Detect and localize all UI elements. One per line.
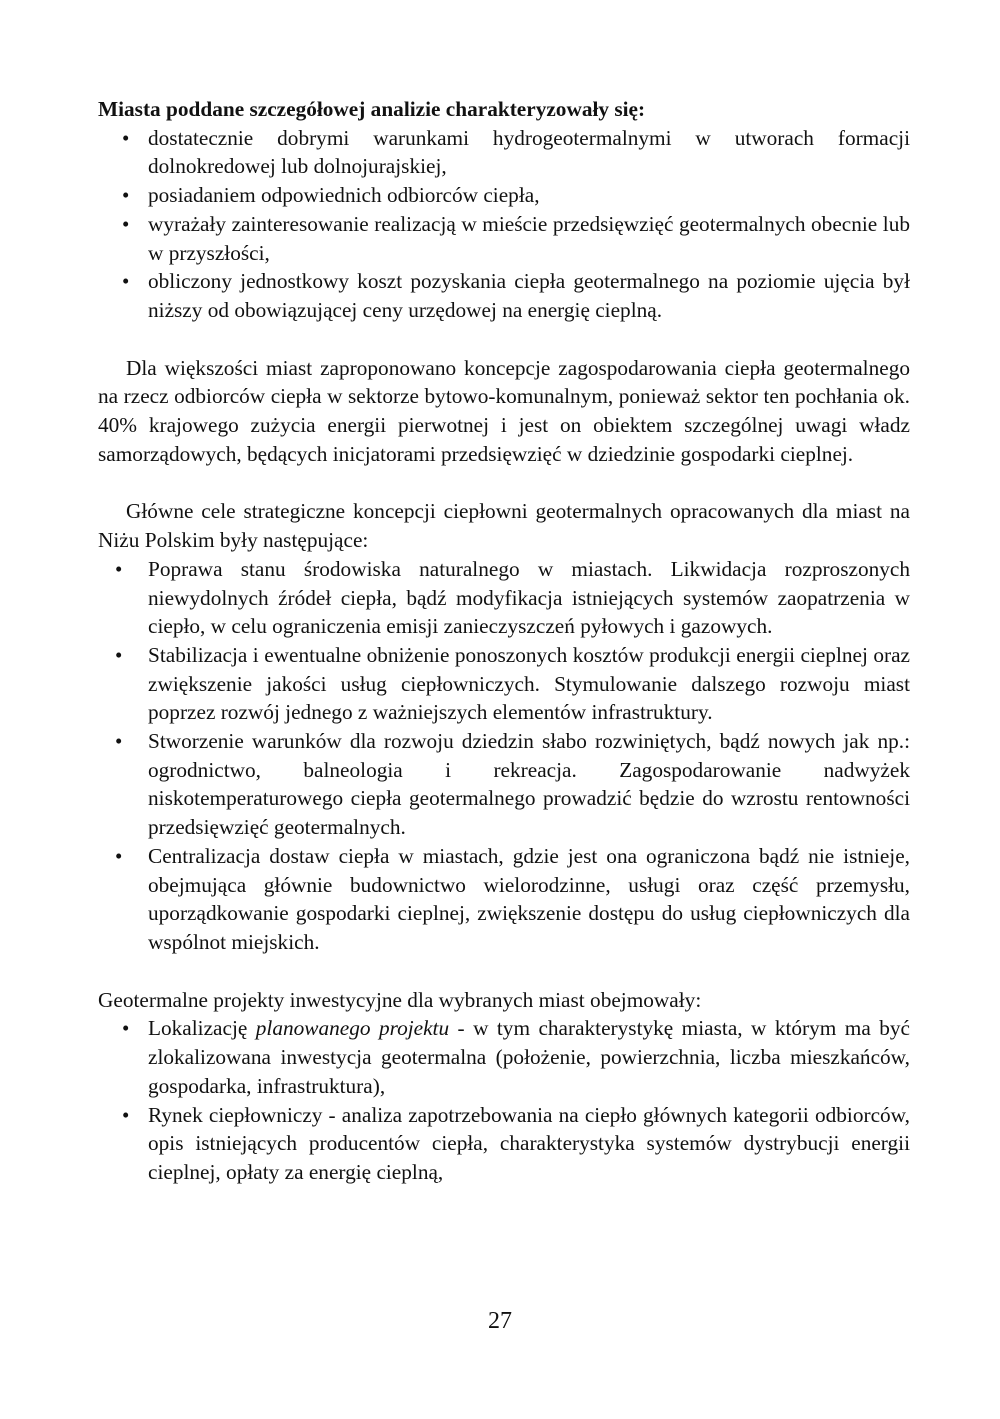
paragraph-spacer [98,957,910,986]
list-item: • Centralizacja dostaw ciepła w miastach, gdzie jest ona ograniczona bądź nie istnieje, obejmująca głównie budownictwo wielorodzinne, usługi oraz część przemysłu, uporządkowanie gospodarki cieplnej, zwiększenie dostępu do usług ciepłowniczych dla wspólnot miejskich. [115,843,910,954]
emphasized-text: planowanego projektu [255,1016,450,1041]
list-item: • Poprawa stanu środowiska naturalnego w miastach. Likwidacja rozproszonych niewydolnych źródeł ciepła, bądź modyfikacja istniejących systemów zaopatrzenia w ciepło, w celu ograniczenia emisji zanieczyszczeń pyłowych i gazowych. [115,556,910,639]
projects-intro: Geotermalne projekty inwestycyjne dla wybranych miast obejmowały: [98,987,702,1012]
paragraph-spacer [98,325,910,354]
list-item: • obliczony jednostkowy koszt pozyskania ciepła geotermalnego na poziomie ujęcia był niższy od obowiązującej ceny urzędowej na energię cieplną. [122,269,910,322]
document-page [98,95,910,1187]
bullet-icon: • [115,556,123,581]
bullet-icon: • [122,1102,130,1127]
bullet-icon: • [115,843,123,868]
bullet-icon: • [115,642,123,667]
bullet-icon: • [122,269,130,294]
paragraph-spacer [98,468,910,497]
page-number: 27 [488,1308,512,1334]
strategic-goals-list [98,555,910,957]
list-item: • Stabilizacja i ewentualne obniżenie ponoszonych kosztów produkcji energii cieplnej oraz zwiększenie jakości usług ciepłowniczych. Stymulowanie dalszego rozwoju miast poprzez rozwój jednego z ważniejszych elementów infrastruktury. [115,642,910,725]
bullet-icon: • [122,1016,130,1041]
list-item: • wyrażały zainteresowanie realizacją w mieście przedsięwzięć geotermalnych obecnie lub w przyszłości, [122,211,910,265]
bullet-icon: • [115,729,123,754]
bullet-icon: • [122,125,130,150]
list-item: • dostatecznie dobrymi warunkami hydrogeotermalnymi w utworach formacji dolnokredowej lub dolnojurajskiej, [122,125,910,179]
body-paragraph: Dla większości miast zaproponowano koncepcje zagospodarowania ciepła geotermalnego na rzecz odbiorców ciepła w sektorze bytowo-komunalnym, ponieważ sektor ten pochłania ok. 40% krajowego zużycia energii pierwotnej i jest on obiektem szczególnej uwagi władz samorządowych, będących inicjatorami przedsięwzięć w dziedzinie gospodarki cieplnej. [98,355,910,466]
bullet-icon: • [122,183,130,208]
goals-intro: Główne cele strategiczne koncepcji ciepłowni geotermalnych opracowanych dla miast na Niżu Polskim były następujące: [98,499,910,553]
city-criteria-list [98,124,910,325]
bullet-icon: • [122,211,130,236]
list-item: • Lokalizację planowanego projektu - w tym charakterystykę miasta, w którym ma być zlokalizowana inwestycja geotermalna (położenie, powierzchnia, liczba mieszkańców, gospodarka, infrastruktura), [122,1016,910,1098]
list-item: • Rynek ciepłowniczy - analiza zapotrzebowania na ciepło głównych kategorii odbiorców, opis istniejących producentów ciepła, charakterystyka systemów dystrybucji energii cieplnej, opłaty za energię cieplną, [122,1102,910,1184]
section-heading: Miasta poddane szczegółowej analizie charakteryzowały się: [98,97,646,121]
list-item: • posiadaniem odpowiednich odbiorców ciepła, [98,181,910,210]
investment-projects-list [98,1014,910,1186]
list-item: • Stworzenie warunków dla rozwoju dziedzin słabo rozwiniętych, bądź nowych jak np.: ogrodnictwo, balneologia i rekreacja. Zagospodarowanie nadwyżek niskotemperaturowego ciepła geotermalnego prowadzić będzie do wzrostu rentowności przedsięwzięć geotermalnych. [115,729,910,840]
